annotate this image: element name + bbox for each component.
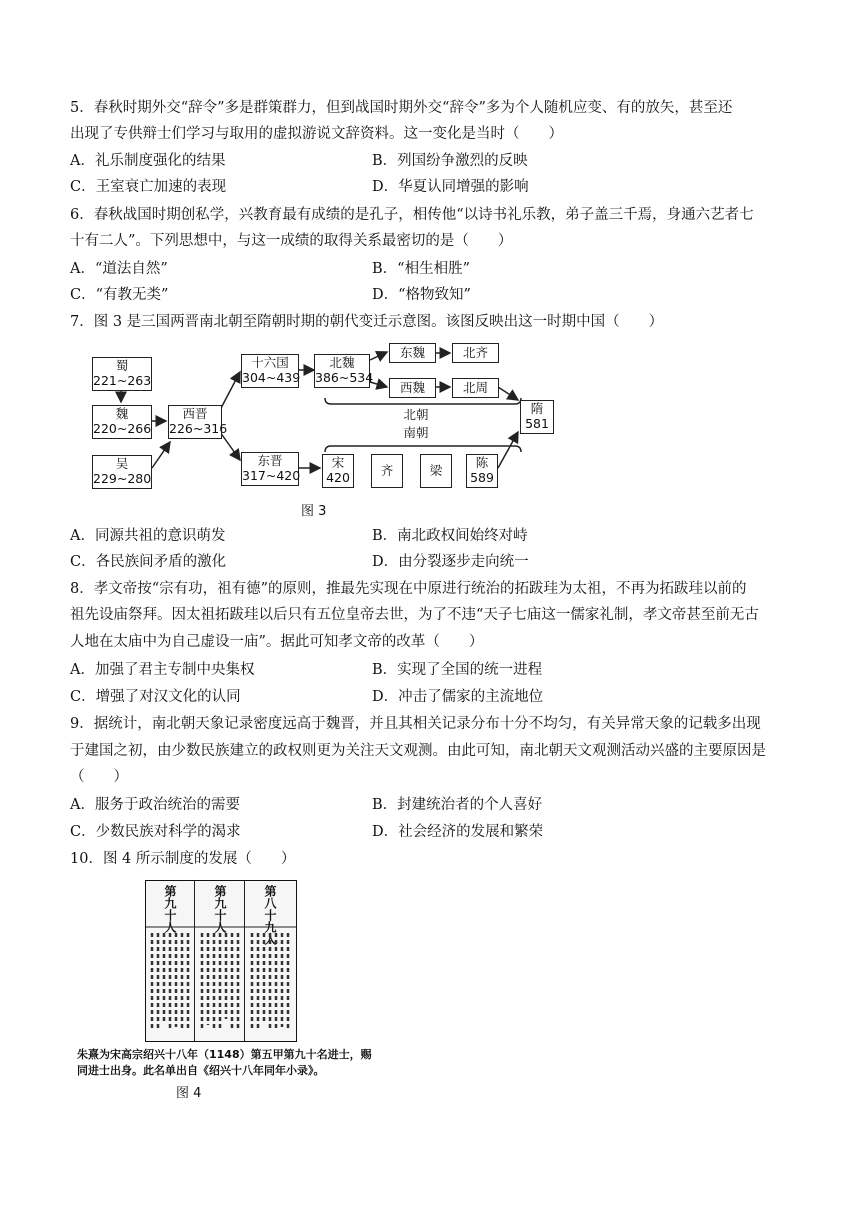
q8-stem-line1: 8．孝文帝按“宗有功，祖有德”的原则，推最先实现在中原进行统治的拓跋珪为太祖，不再为拓跋珪以前的 <box>70 581 747 597</box>
q8-option-a[interactable]: A．加强了君主专制中央集权 <box>70 662 255 678</box>
q5-stem-line1: 5．春秋时期外交“辞令”多是群策群力，但到战国时期外交“辞令”多为个人随机应变、有的放矢，甚至还 <box>70 100 733 116</box>
figure4-note-line2: 同进士出身。此名单出自《绍兴十八年同年小录》。 <box>77 1064 325 1077</box>
node-xiwei: 西魏 <box>389 378 436 398</box>
q5-option-d[interactable]: D．华夏认同增强的影响 <box>372 179 529 195</box>
node-beiwei: 北魏 386~534 <box>314 354 370 388</box>
q10-stem-line1: 10．图 4 所示制度的发展（ ） <box>70 851 296 867</box>
q6-stem-line1: 6．春秋战国时期创私学，兴教育最有成绩的是孔子，相传他“以诗书礼乐教，弟子盖三千焉，身通六艺者七 <box>70 207 754 223</box>
q9-option-c[interactable]: C．少数民族对科学的渴求 <box>70 824 241 840</box>
q6-option-c[interactable]: C．“有教无类” <box>70 287 169 303</box>
q9-stem-line3: （ ） <box>70 769 128 785</box>
q5-option-c[interactable]: C．王室衰亡加速的表现 <box>70 179 227 195</box>
q8-option-b[interactable]: B．实现了全国的统一进程 <box>372 662 543 678</box>
q7-stem-line1: 7．图 3 是三国两晋南北朝至隋朝时期的朝代变迁示意图。该图反映出这一时期中国（ ） <box>70 314 664 330</box>
q8-stem-line3: 人地在太庙中为自己虚设一庙”。据此可知孝文帝的改革（ ） <box>70 634 484 650</box>
node-wei: 魏 220~266 <box>92 405 152 439</box>
doc-header-2: 第九十人 <box>213 885 227 933</box>
q6-option-a[interactable]: A．“道法自然” <box>70 261 168 277</box>
node-qi: 齐 <box>371 454 403 488</box>
q7-option-d[interactable]: D．由分裂逐步走向统一 <box>372 554 529 570</box>
q9-option-a[interactable]: A．服务于政治统治的需要 <box>70 797 240 813</box>
figure4-caption: 图 4 <box>176 1086 202 1101</box>
figure4-scanned-list <box>145 880 297 1042</box>
q9-stem-line1: 9．据统计，南北朝天象记录密度远高于魏晋，并且其相关记录分布十分不均匀，有关异常天象的记载多出现 <box>70 716 761 732</box>
q8-option-c[interactable]: C．增强了对汉文化的认同 <box>70 689 241 705</box>
q9-option-d[interactable]: D．社会经济的发展和繁荣 <box>372 824 544 840</box>
q6-option-b[interactable]: B．“相生相胜” <box>372 261 470 277</box>
q8-stem-line2: 祖先设庙祭拜。因太祖拓跋珪以后只有五位皇帝去世，为了不违“天子七庙这一儒家礼制，孝文帝甚至前无古 <box>70 607 759 623</box>
node-beizhou: 北周 <box>452 378 499 398</box>
node-song: 宋 420 <box>322 454 354 488</box>
q5-stem-line2: 出现了专供辩士们学习与取用的虚拟游说文辞资料。这一变化是当时（ ） <box>70 126 563 142</box>
q8-option-d[interactable]: D．冲击了儒家的主流地位 <box>372 689 544 705</box>
q5-option-b[interactable]: B．列国纷争激烈的反映 <box>372 153 528 169</box>
label-north-dynasties: 北朝 <box>403 407 429 422</box>
q6-stem-line2: 十有二人”。下列思想中，与这一成绩的取得关系最密切的是（ ） <box>70 233 513 249</box>
q6-option-d[interactable]: D．“格物致知” <box>372 287 471 303</box>
q7-option-c[interactable]: C．各民族间矛盾的激化 <box>70 554 227 570</box>
node-shiliuguo: 十六国 304~439 <box>241 354 299 388</box>
node-dongwei: 东魏 <box>389 343 436 363</box>
doc-header-1: 第九十人 <box>163 885 177 933</box>
q7-option-a[interactable]: A．同源共祖的意识萌发 <box>70 528 226 544</box>
node-chen: 陈 589 <box>466 454 498 488</box>
q9-option-b[interactable]: B．封建统治者的个人喜好 <box>372 797 543 813</box>
figure3-caption: 图 3 <box>301 504 327 519</box>
node-dongjin: 东晋 317~420 <box>241 452 299 486</box>
doc-header-3: 第八十九人 <box>263 885 277 945</box>
node-beiqi: 北齐 <box>452 343 499 363</box>
node-liang: 梁 <box>420 454 452 488</box>
node-shu: 蜀 221~263 <box>92 357 152 391</box>
node-wu: 吴 229~280 <box>92 455 152 489</box>
doc-text-texture <box>146 881 296 1041</box>
q5-option-a[interactable]: A．礼乐制度强化的结果 <box>70 153 226 169</box>
node-xijin: 西晋 226~316 <box>168 405 222 439</box>
label-south-dynasties: 南朝 <box>403 425 429 440</box>
node-sui: 隋 581 <box>520 400 554 434</box>
q7-option-b[interactable]: B．南北政权间始终对峙 <box>372 528 528 544</box>
q9-stem-line2: 于建国之初，由少数民族建立的政权则更为关注天文观测。由此可知，南北朝天文观测活动兴盛的主要原因是 <box>70 743 766 759</box>
figure4-note-line1: 朱熹为宋高宗绍兴十八年（1148）第五甲第九十名进士，赐 <box>77 1048 372 1061</box>
